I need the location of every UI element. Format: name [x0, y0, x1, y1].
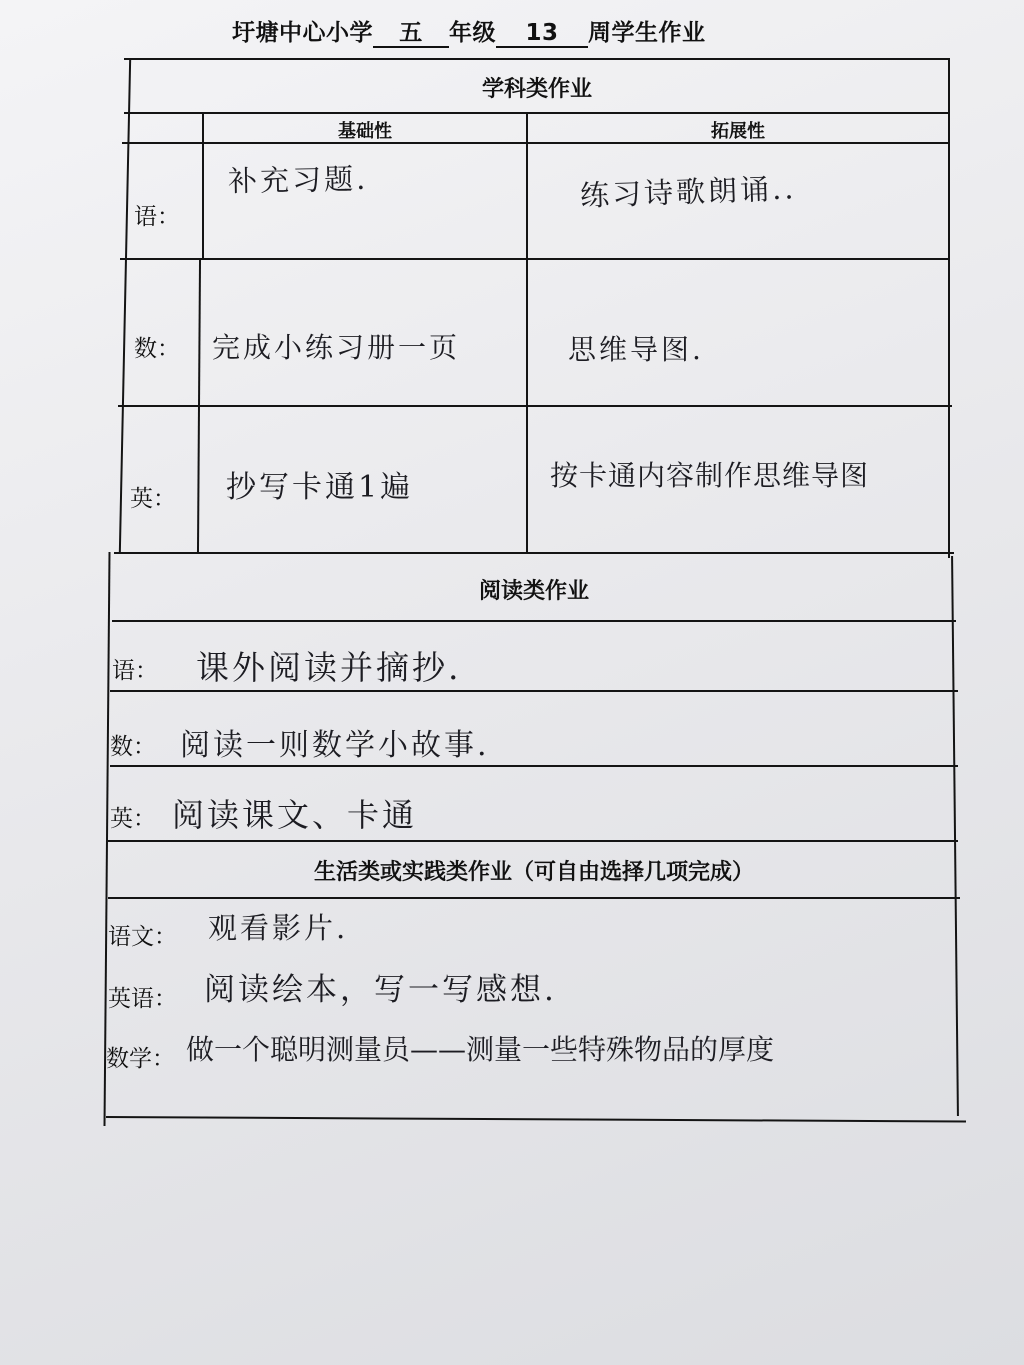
extended-homework-text: 练习诗歌朗诵.. — [579, 171, 798, 213]
basic-homework-text: 抄写卡通1遍 — [226, 470, 414, 505]
basic-homework-text: 补充习题. — [227, 161, 369, 199]
subject-row-label: 数： — [134, 336, 180, 362]
subject-row-label: 英： — [130, 486, 176, 512]
basic-homework-text: 完成小练习册一页 — [212, 331, 461, 364]
rule-row-chinese — [120, 258, 950, 260]
rule-subject-title — [124, 112, 950, 114]
practice-item-text: 阅读绘本，写一写感想. — [204, 972, 557, 1008]
table-border-top — [124, 58, 950, 60]
table-border-bottom — [106, 1116, 966, 1123]
divider-basic-extended — [526, 112, 528, 554]
school-name: 圩塘中心小学 — [232, 20, 373, 46]
practice-item-text: 做一个聪明测量员——测量一些特殊物品的厚度 — [186, 1033, 775, 1066]
rule-reading-title — [112, 620, 956, 622]
reading-item-text: 阅读一则数学小故事. — [180, 728, 490, 763]
subject-section-title: 学科类作业 — [481, 77, 592, 102]
practice-item-label: 语文： — [108, 924, 177, 950]
rule-reading-3 — [108, 840, 958, 842]
column-extended-header: 拓展性 — [711, 121, 765, 142]
reading-item-label: 英： — [110, 806, 156, 832]
rule-practice-title — [108, 897, 960, 899]
extended-homework-text: 按卡通内容制作思维导图 — [550, 459, 870, 492]
table-border-right — [948, 58, 950, 558]
subject-row-label: 语： — [134, 204, 180, 230]
table-border-right-lower — [951, 556, 959, 1116]
reading-item-label: 数： — [110, 734, 156, 760]
rule-reading-2 — [110, 765, 958, 767]
rule-row-english — [114, 552, 954, 554]
rule-row-math — [118, 405, 952, 407]
practice-item-text: 观看影片. — [208, 911, 349, 945]
reading-item-label: 语： — [112, 658, 158, 684]
rule-reading-1 — [110, 690, 958, 692]
practice-item-label: 数学： — [106, 1046, 175, 1072]
reading-item-text: 课外阅读并摘抄. — [196, 648, 462, 687]
practice-item-label: 英语： — [108, 986, 177, 1012]
grade-suffix: 年级 — [449, 20, 496, 46]
reading-section-title: 阅读类作业 — [478, 579, 589, 604]
reading-item-text: 阅读课文、卡通 — [172, 796, 418, 834]
page-title — [232, 14, 792, 48]
week-blank: 13 — [496, 20, 588, 48]
column-basic-header: 基础性 — [338, 121, 392, 142]
grade-blank: 五 — [373, 20, 449, 48]
week-suffix: 周学生作业 — [588, 20, 706, 46]
extended-homework-text: 思维导图. — [568, 333, 704, 366]
practice-section-title: 生活类或实践类作业（可自由选择几项完成） — [313, 860, 754, 885]
